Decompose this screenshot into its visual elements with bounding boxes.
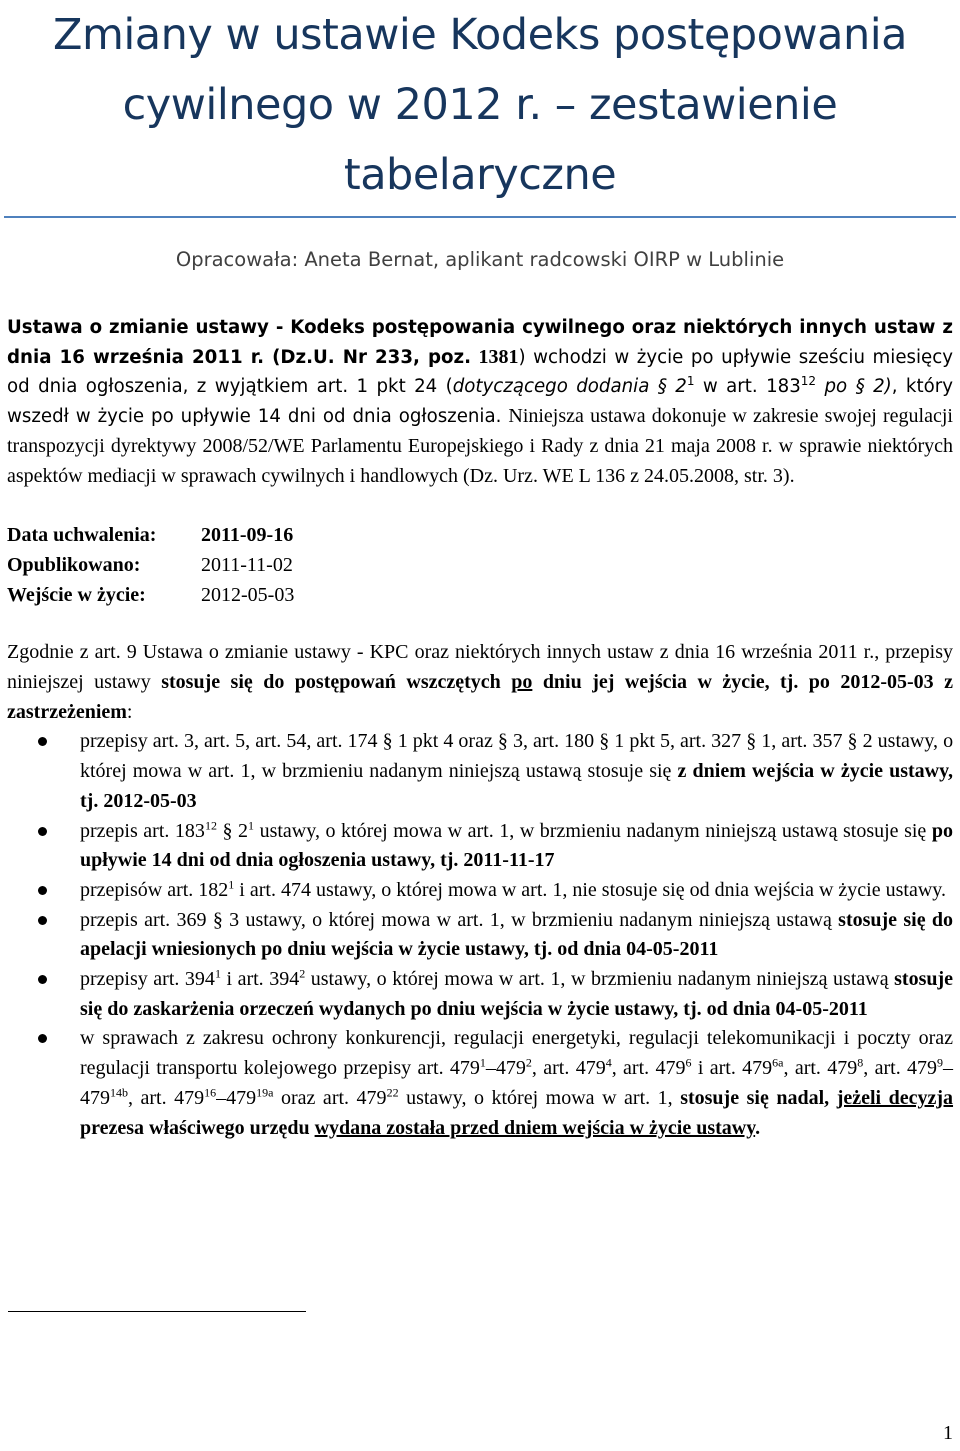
item-text: –479	[216, 1086, 257, 1109]
item-text: przepisy art. 394	[80, 968, 215, 991]
item-sup: 1	[248, 817, 255, 832]
bullet-icon	[38, 827, 47, 836]
item-bold: z dniem wejścia w życie ustawy, tj. 2012-05-03	[80, 760, 954, 812]
item-sup: 1	[228, 877, 235, 892]
item-sup: 14b	[110, 1085, 128, 1100]
list-item	[80, 727, 953, 816]
intro-text-w: w art. 183	[702, 376, 801, 398]
intro-italic-1: dotyczącego dodania	[452, 376, 650, 398]
date-label: Opublikowano:	[7, 553, 141, 576]
item-text: , art. 479	[863, 1057, 938, 1080]
item-text: 2 ustawy, o której mowa w art. 1, w brzmieniu nadanym niniejszą ustawą stosuje się	[80, 730, 954, 783]
law-title: Ustawa o zmianie ustawy - Kodeks postępowania cywilnego oraz niektórych innych ustaw z dnia 16 września 2011 r. (Dz.U. Nr 233, poz.	[7, 317, 953, 368]
item-sup: 16	[204, 1085, 217, 1100]
section-sign: §	[855, 376, 865, 398]
section-sign: §	[657, 376, 667, 398]
intro-text-1: ) wchodzi w życie po upływie sześciu miesięcy od dnia ogłoszenia, z wyjątkiem art. 1 pkt 24 (	[7, 346, 953, 398]
item-sup: 19a	[256, 1085, 274, 1100]
item-text: –479	[485, 1057, 526, 1080]
date-label: Wejście w życie:	[7, 583, 146, 606]
item-bold-underlined: jeżeli decyzja	[836, 1086, 954, 1109]
section-sign: §	[599, 730, 610, 753]
item-text: oraz art. 479	[281, 1086, 387, 1109]
date-row-uchwalenia	[7, 521, 953, 551]
law-intro-paragraph	[0, 313, 960, 491]
list-item	[80, 906, 953, 965]
item-text: w sprawach z zakresu ochrony konkurencji, regulacji energetyki, regulacji telekomunikacji i poczty oraz regulacji transportu kolejowego przepisy art. 479	[80, 1027, 953, 1080]
zgodnie-paragraph	[0, 638, 960, 727]
item-sup: 22	[386, 1085, 399, 1100]
item-sup: 9	[937, 1055, 944, 1070]
section-sign: §	[746, 730, 757, 753]
date-label: Data uchwalenia:	[7, 524, 157, 547]
item-sup: 1	[214, 966, 221, 981]
item-bold: .	[755, 1116, 761, 1139]
date-row-opublikowano	[7, 551, 953, 581]
item-bold: stosuje się do zaskarżenia orzeczeń wydanych po dniu wejścia w życie ustawy, tj. od dnia 04-05-2011	[80, 968, 954, 1020]
author-line: Opracowała: Aneta Bernat, aplikant radcowski OIRP w Lublinie	[175, 248, 785, 271]
item-bold: stosuje się do apelacji wniesionych po dniu wejścia w życie ustawy, tj. od dnia 04-05-2011	[80, 908, 954, 961]
item-sup: 6	[685, 1055, 692, 1070]
page-number: 1	[943, 1422, 953, 1444]
zgodnie-bold-po: po	[511, 671, 533, 694]
item-sup: 6a	[772, 1055, 784, 1070]
list-item	[80, 965, 953, 1024]
item-text: , art. 479	[611, 1057, 686, 1080]
zgodnie-colon: :	[126, 700, 133, 723]
intro-text-end: , który wszedł w życie po upływie 14 dni od dnia ogłoszenia.	[7, 376, 953, 428]
section-sign: §	[222, 819, 233, 842]
footnote-separator	[8, 1311, 306, 1312]
title-underline	[4, 216, 956, 218]
item-text: przepisów art. 182	[80, 878, 229, 901]
item-text: i art. 474 ustawy, o której mowa w art. 1, nie stosuje się od dnia wejścia w życie ustawy.	[239, 878, 946, 901]
item-text: 3, art. 180	[512, 730, 595, 753]
item-text: ustawy, o której mowa w art. 1, w brzmieniu nadanym niniejszą ustawą stosuje się	[259, 819, 927, 842]
item-text: 1, art. 357	[761, 730, 843, 753]
item-text: 2	[238, 819, 249, 842]
item-text: ustawy, o której mowa w art. 1, w brzmieniu nadanym niniejszą ustawą	[310, 968, 889, 991]
zgodnie-bold-1: stosuje się do postępowań wszczętych	[161, 671, 501, 694]
intro-sup-1: 1	[686, 374, 695, 389]
law-poz: 1381	[478, 345, 519, 368]
item-bold: stosuje się nadal,	[680, 1086, 830, 1109]
intro-italic-4: 2)	[873, 376, 892, 398]
item-text: 3 ustawy, o której mowa w art. 1, w brzmieniu nadanym niniejszą ustawą	[229, 908, 832, 931]
item-sup: 1	[479, 1055, 486, 1070]
section-sign: §	[497, 730, 508, 753]
section-sign: §	[847, 730, 858, 753]
zgodnie-text: Zgodnie z art. 9 Ustawa o zmianie ustawy - KPC oraz niektórych innych ustaw z dnia 16 września 2011 r., przepisy niniejszej ustawy	[7, 641, 953, 694]
bullet-icon	[38, 886, 47, 895]
section-sign: §	[212, 908, 223, 931]
section-sign: §	[382, 730, 393, 753]
item-sup: 2	[525, 1055, 532, 1070]
item-bold: po upływie 14 dni od dnia ogłoszenia ustawy, tj. 2011-11-17	[80, 819, 953, 872]
item-sup: 2	[299, 966, 306, 981]
item-text: , art. 479	[128, 1086, 205, 1109]
item-text: i art. 394	[226, 968, 300, 991]
zgodnie-bold-2: dniu jej wejścia w życie, tj. po 2012-05-03 z zastrzeżeniem	[7, 671, 954, 723]
item-bold-underlined: wydana została przed dniem wejścia w życie ustawy	[314, 1116, 756, 1139]
bullet-icon	[38, 916, 47, 925]
item-sup: 12	[204, 817, 217, 832]
bullet-icon	[38, 1034, 47, 1043]
intro-serif-text: Niniejsza ustawa dokonuje w zakresie swojej regulacji transpozycji dyrektywy 2008/52/WE Parlamentu Europejskiego i Rady z dnia 21 maja 2008 r. w sprawie niektórych aspektów mediacji w sprawach cywilnych i handlowych (Dz. Urz. WE L 136 z 24.05.2008, str. 3).	[7, 405, 953, 487]
item-text: i art. 479	[697, 1057, 773, 1080]
item-text: ustawy, o której mowa w art. 1,	[406, 1086, 673, 1109]
list-item	[80, 876, 953, 906]
item-text: przepis art. 369	[80, 908, 207, 931]
intro-italic-2: 2	[675, 376, 687, 398]
list-item	[80, 1024, 953, 1143]
item-text: przepisy art. 3, art. 5, art. 54, art. 174	[80, 730, 378, 753]
item-text: –479	[80, 1057, 954, 1109]
date-value: 2011-11-02	[201, 553, 293, 576]
date-value: 2012-05-03	[201, 583, 295, 606]
item-text: , art. 479	[783, 1057, 858, 1080]
item-sup: 4	[605, 1055, 612, 1070]
document-title: Zmiany w ustawie Kodeks postępowania cywilnego w 2012 r. – zestawienie tabelaryczne	[52, 10, 908, 200]
item-text: , art. 479	[531, 1057, 606, 1080]
item-text: 1 pkt 5, art. 327	[614, 730, 742, 753]
item-bold: prezesa właściwego urzędu	[80, 1116, 310, 1139]
intro-sup-12: 12	[800, 374, 817, 389]
date-row-wejscie	[7, 581, 953, 611]
dates-block	[0, 521, 960, 610]
item-text: przepis art. 183	[80, 819, 205, 842]
intro-italic-3: po	[824, 376, 848, 398]
bullet-icon	[38, 975, 47, 984]
bullet-icon	[38, 737, 47, 746]
list-item	[80, 817, 953, 876]
date-value: 2011-09-16	[201, 524, 294, 547]
exceptions-list	[0, 727, 960, 1143]
item-text: 1 pkt 4 oraz	[397, 730, 493, 753]
item-sup: 8	[857, 1055, 864, 1070]
